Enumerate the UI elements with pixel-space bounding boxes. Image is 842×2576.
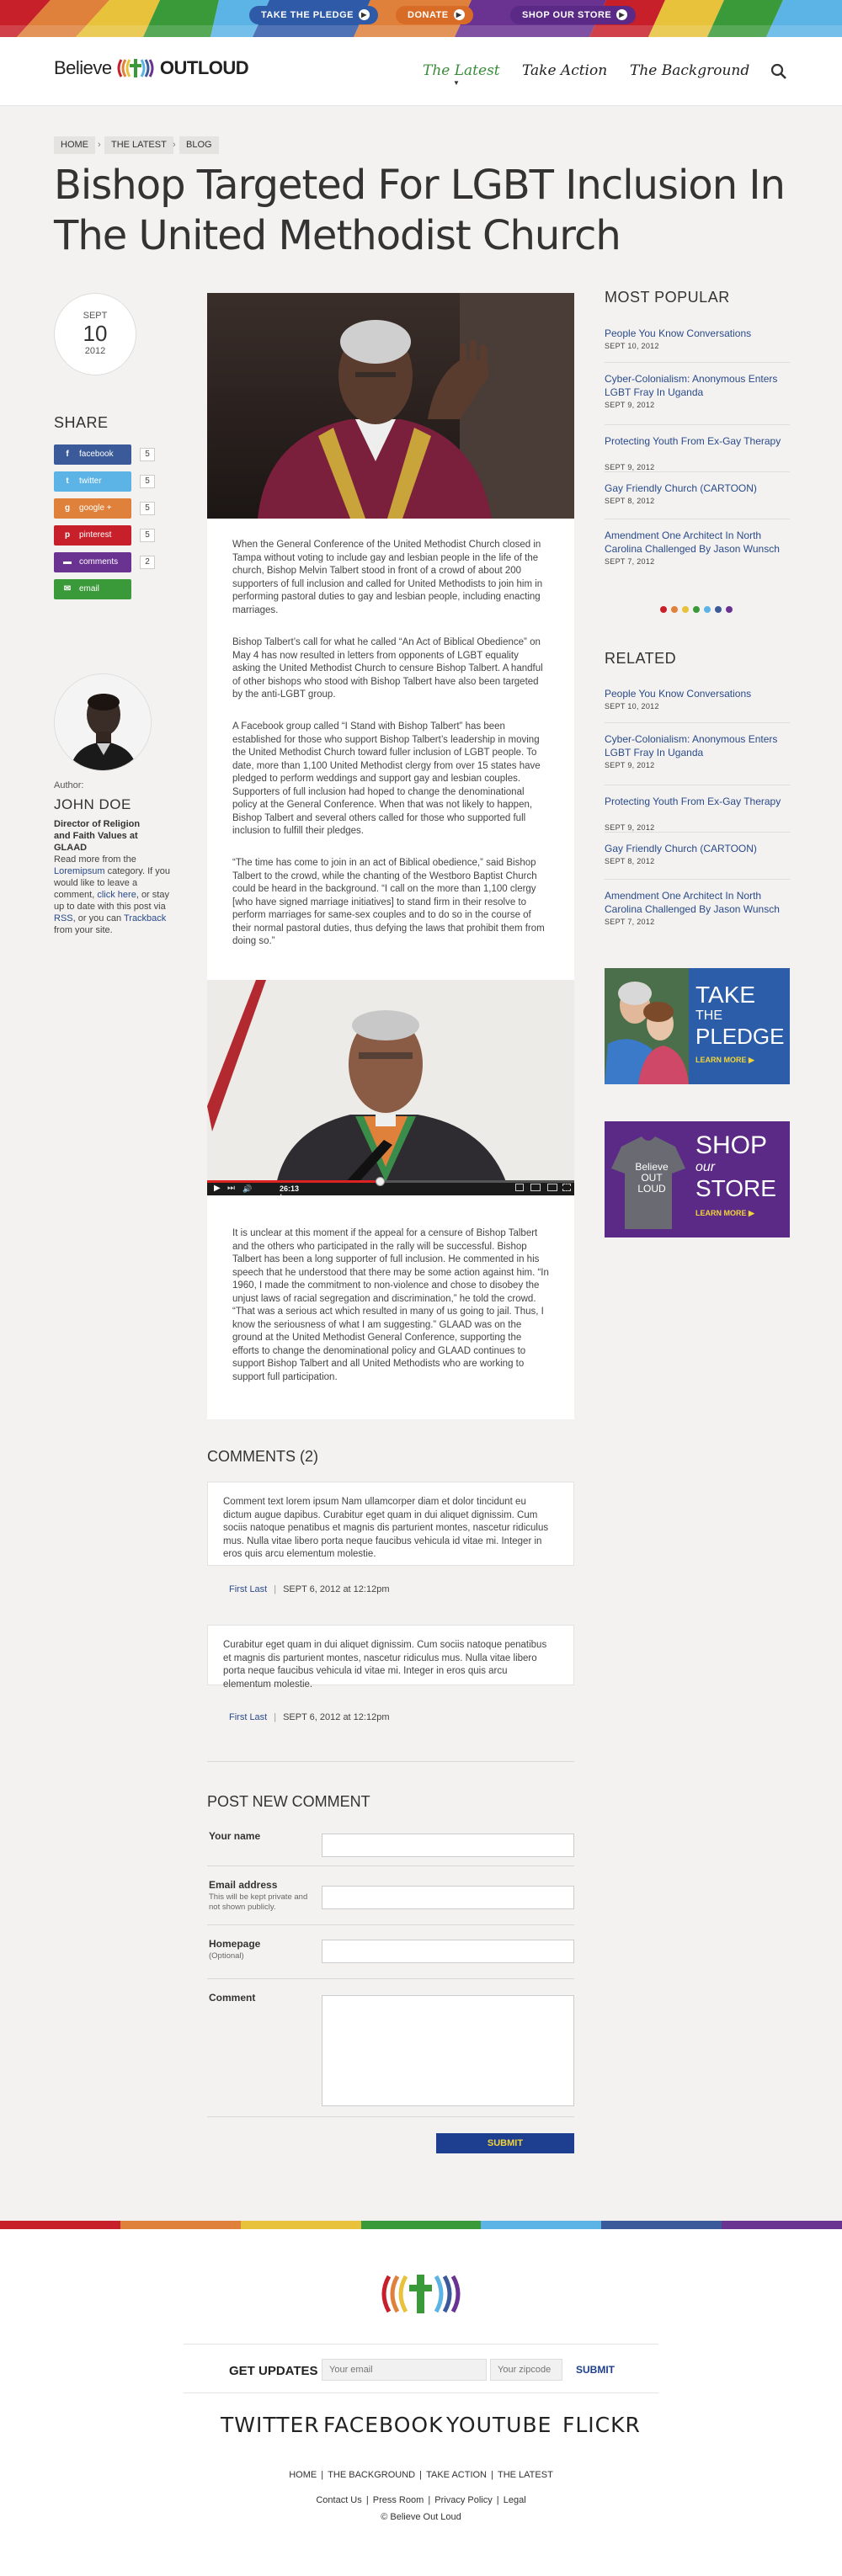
submit-comment-button[interactable]: SUBMIT <box>436 2133 574 2153</box>
author-name: JOHN DOE <box>54 796 131 812</box>
rainbow-stripe-segment <box>120 2221 242 2229</box>
nav-the-latest[interactable]: The Latest <box>423 62 500 79</box>
comment-item <box>207 1482 574 1566</box>
nav-take-action[interactable]: Take Action <box>522 62 608 79</box>
divider <box>605 879 790 880</box>
link-separator: | <box>425 2495 434 2505</box>
rainbow-stripe-segment <box>361 2221 482 2229</box>
share-count: 5 <box>140 529 155 542</box>
sidebar-article-date: SEPT 7, 2012 <box>605 918 655 926</box>
comment-date: SEPT 6, 2012 at 12:12pm <box>283 1712 390 1722</box>
volume-icon[interactable]: 🔊 <box>242 1184 253 1193</box>
divider <box>207 2116 574 2117</box>
share-count: 5 <box>140 502 155 515</box>
article-paragraph: Bishop Talbert’s call for what he called “An Act of Biblical Obedience” on May 4 has now resulted in letters from opponents of LGBT equality asking the United Methodist Church to censure Bishop Talbert. A handful of other bishops who stood with Bishop Talbert have also been targeted by the anti-LGBT group. <box>232 637 543 700</box>
footer-link[interactable]: THE BACKGROUND <box>328 2470 416 2480</box>
date-month: SEPT <box>83 311 108 321</box>
footer-link[interactable]: Press Room <box>372 2495 424 2505</box>
rainbow-stripe <box>0 2221 842 2229</box>
comment-text: Comment text lorem ipsum Nam ullamcorper diam et dolor tincidunt eu dictum augue dapibus. Curabitur eget quam in dui aliquet dignissim. Cum sociis natoque penatibus et magnis dis parturient montes, nascetur ridiculus mus. Nulla vitae libero porta neque faucibus vehicula id vitae mi. Integer in eros quis arcu elementum molestie. <box>223 1497 549 1559</box>
author-bio-link[interactable]: Loremipsum <box>54 866 105 876</box>
author-portrait <box>55 674 152 771</box>
footer-logo-icon <box>377 2273 465 2315</box>
captions-icon[interactable] <box>515 1184 524 1191</box>
divider <box>207 1924 574 1925</box>
footer-submit-button[interactable]: SUBMIT <box>576 2364 615 2376</box>
video-frame <box>207 980 574 1195</box>
comment-text: Curabitur eget quam in dui aliquet dignissim. Cum sociis natoque penatibus et magnis dis parturient montes, nascetur ridiculus mus. Nulla vitae libero porta neque faucibus vehicula id vitae mi. Integer in eros quis arcu elementum molestie. <box>223 1640 547 1690</box>
active-caret-icon: ▼ <box>453 79 460 87</box>
sidebar-article-date: SEPT 8, 2012 <box>605 857 655 865</box>
sidebar-article-link[interactable]: People You Know Conversations <box>605 327 752 339</box>
share-comments-button[interactable] <box>54 552 131 572</box>
comment-item <box>207 1625 574 1690</box>
breadcrumb-blog[interactable]: BLOG <box>179 136 219 154</box>
link-separator: | <box>363 2495 371 2505</box>
share-label: comments <box>79 557 119 567</box>
article-paragraph: It is unclear at this moment if the appeal for a censure of Bishop Talbert and the others who participated in the rally will be successful. Bishop Talbert has been a long supporter of full inclusion. He commented in his speech that he understood that there may be some action against him. “In 1960, I made the commitment to non-violence and chose to disobey the unjust laws of racial segregation and discrimination,” he told the crowd. “That was a serious act which resulted in many of us going to jail. Thus, I know the seriousness of what I am suggesting.” GLAAD was on the ground at the United Methodist General Conference, supporting the efforts to change the denominational policy and GLAAD continues to support Bishop Talbert and all United Methodists who are working to support full participation. <box>232 1228 549 1382</box>
divider <box>207 1978 574 1979</box>
homepage-label: Homepage <box>209 1938 261 1950</box>
sidebar-article-link[interactable]: Amendment One Architect In North Carolina Challenged By Jason Wunsch <box>605 530 780 555</box>
footer-links <box>0 2495 842 2505</box>
article-paragraph: “The time has come to join in an act of Biblical obedience,” said Bishop Talbert to the crowd, while the chanting of the Westboro Baptist Church could be heard in the background. “I call on the more than 1,100 clergy [who have signed marriage initiatives] to stand firm in their resolve to perform marriages for same-sex couples and to do so in the course of their normal pastoral duties, thus defying the laws that prohibit them from doing so.” <box>232 858 545 946</box>
meta-separator: | <box>274 1712 277 1722</box>
share-google-button[interactable] <box>54 498 131 519</box>
footer-link[interactable]: THE LATEST <box>497 2470 553 2480</box>
divider <box>605 424 790 425</box>
share-label: pinterest <box>79 530 112 540</box>
store-label: SHOP OUR STORE <box>522 10 612 20</box>
site-header <box>0 37 842 106</box>
share-label: twitter <box>79 476 102 486</box>
top-banner <box>0 0 842 37</box>
divider <box>605 832 790 833</box>
divider <box>605 722 790 723</box>
article-paragraph: A Facebook group called “I Stand with Bishop Talbert” has been established for those who support Bishop Talbert’s leadership in moving the United Methodist Church toward fuller inclusion of LGBT people. To date, more than 1,100 United Methodist clergy from over 15 states have pledged to perform weddings and support gay and lesbian couples. Supporters of full inclusion had hoped to change the denominational policy at the General Conference. When that was not likely to happen, Bishop Talbert and several others called for those who supported full inclusion to fulfill their pledges. <box>232 721 541 836</box>
youtube-link[interactable]: YOUTUBE <box>446 2413 552 2437</box>
facebook-link[interactable]: FACEBOOK <box>323 2413 444 2437</box>
author-bio-link[interactable]: RSS <box>54 913 73 923</box>
sidebar-article-date: SEPT 8, 2012 <box>605 497 655 505</box>
pledge-ad-line2: THE <box>695 1009 722 1023</box>
pinterest-icon: p <box>64 530 71 540</box>
author-bio-text: , or stay up to date with this post via <box>54 890 169 912</box>
email-label: Email address <box>209 1879 278 1891</box>
shop-our-store-ad[interactable] <box>605 1121 790 1237</box>
shirt-text: Believe OUT LOUD <box>635 1161 669 1195</box>
footer-zip-input[interactable] <box>490 2359 562 2381</box>
store-ad-line3: STORE <box>695 1175 776 1201</box>
sidebar-article-date: SEPT 9, 2012 <box>605 823 655 832</box>
page-title: Bishop Targeted For LGBT Inclusion In The United Methodist Church <box>54 162 785 259</box>
arrow-right-icon: ▶ <box>749 1056 754 1064</box>
sidebar-article-link[interactable]: Cyber-Colonialism: Anonymous Enters LGBT Fray In Uganda <box>605 733 778 758</box>
carousel-dot[interactable] <box>726 606 733 613</box>
take-the-pledge-link[interactable] <box>249 6 378 24</box>
rainbow-stripe-segment <box>601 2221 722 2229</box>
divider <box>184 2392 658 2393</box>
video-scrubber-handle[interactable] <box>376 1177 385 1186</box>
date-badge <box>54 293 136 375</box>
footer-nav <box>0 2470 842 2480</box>
pledge-label: TAKE THE PLEDGE <box>261 10 354 20</box>
share-twitter-button[interactable] <box>54 471 131 492</box>
shop-store-link[interactable] <box>510 6 636 24</box>
sidebar-article-date: SEPT 7, 2012 <box>605 557 655 566</box>
sidebar-article-date: SEPT 9, 2012 <box>605 401 655 409</box>
sidebar-article-date: SEPT 9, 2012 <box>605 463 655 471</box>
date-year: 2012 <box>84 346 106 356</box>
comment-textarea[interactable] <box>322 1995 574 2106</box>
rainbow-stripe-segment <box>481 2221 602 2229</box>
breadcrumb-separator-icon: › <box>98 140 101 150</box>
take-the-pledge-ad[interactable] <box>605 968 790 1084</box>
pledge-ad-line1: TAKE <box>695 982 756 1008</box>
rainbow-stripe-segment <box>722 2221 842 2229</box>
bishop-photo <box>207 293 574 519</box>
donate-label: DONATE <box>408 10 449 20</box>
sidebar-article-link[interactable]: Protecting Youth From Ex-Gay Therapy <box>605 796 781 807</box>
homepage-input[interactable] <box>322 1940 574 1963</box>
flickr-link[interactable]: FLICKR <box>562 2413 641 2437</box>
share-label: email <box>79 584 99 593</box>
share-label: facebook <box>79 450 114 459</box>
footer-link[interactable]: Contact Us <box>316 2495 362 2505</box>
pledge-ad-cta[interactable] <box>695 1056 754 1065</box>
share-email-button[interactable] <box>54 579 131 599</box>
breadcrumb-separator-icon: › <box>173 140 176 150</box>
author-role: Director of Religion and Faith Values at GLAAD <box>54 819 141 853</box>
video-time: 26:13 / 45:20 <box>280 1184 300 1210</box>
sidebar-article-link[interactable]: Gay Friendly Church (CARTOON) <box>605 482 757 494</box>
carousel-dot[interactable] <box>715 606 722 613</box>
carousel-dot[interactable] <box>682 606 689 613</box>
share-count: 2 <box>140 556 155 569</box>
sidebar-article-date: SEPT 9, 2012 <box>605 761 655 769</box>
sidebar-article-date: SEPT 10, 2012 <box>605 342 659 350</box>
author-bio <box>54 854 177 936</box>
store-ad-cta[interactable] <box>695 1209 754 1218</box>
author-label: Author: <box>54 780 84 790</box>
search-icon[interactable] <box>770 62 788 81</box>
comments-heading: COMMENTS (2) <box>207 1448 318 1465</box>
comment-date: SEPT 6, 2012 at 12:12pm <box>283 1584 390 1594</box>
name-label: Your name <box>209 1830 261 1842</box>
author-avatar <box>54 673 152 771</box>
author-bio-link[interactable]: click here <box>97 890 136 900</box>
store-ad-line2: our <box>695 1160 716 1174</box>
comment-meta <box>229 1712 389 1722</box>
name-input[interactable] <box>322 1834 574 1857</box>
sidebar-article-link[interactable]: Protecting Youth From Ex-Gay Therapy <box>605 435 781 447</box>
footer-link[interactable]: Privacy Policy <box>434 2495 493 2505</box>
donate-link[interactable] <box>396 6 473 24</box>
comment-meta <box>229 1584 389 1594</box>
author-bio-text: , or you can <box>72 913 124 923</box>
theater-mode-icon[interactable] <box>547 1184 557 1191</box>
share-pinterest-button[interactable] <box>54 525 131 546</box>
store-cta-label: LEARN MORE <box>695 1209 747 1217</box>
rainbow-cross-logo-icon <box>116 57 155 79</box>
related-heading: RELATED <box>605 650 677 667</box>
share-count: 5 <box>140 475 155 488</box>
facebook-icon: f <box>66 450 69 459</box>
homepage-note: (Optional) <box>209 1951 244 1961</box>
share-facebook-button[interactable] <box>54 444 131 465</box>
nav-the-background[interactable]: The Background <box>630 62 750 79</box>
article-body <box>207 293 574 1419</box>
email-note: This will be kept private and not shown publicly. <box>209 1892 308 1912</box>
rainbow-stripe-segment <box>241 2221 362 2229</box>
author-bio-link[interactable]: Trackback <box>123 913 167 923</box>
share-count: 5 <box>140 448 155 461</box>
most-popular-heading: MOST POPULAR <box>605 289 730 306</box>
divider <box>605 471 790 472</box>
comment-label: Comment <box>209 1992 256 2004</box>
comment-author-link[interactable]: First Last <box>229 1584 268 1594</box>
breadcrumb-the-latest[interactable]: THE LATEST <box>104 136 173 154</box>
settings-icon[interactable] <box>530 1184 541 1191</box>
breadcrumb-home[interactable]: HOME <box>54 136 95 154</box>
sidebar-article-date: SEPT 10, 2012 <box>605 702 659 711</box>
post-comment-heading: POST NEW COMMENT <box>207 1793 370 1810</box>
twitter-icon: t <box>66 476 69 486</box>
share-heading: SHARE <box>54 414 109 431</box>
comment-author-link[interactable]: First Last <box>229 1712 268 1722</box>
divider <box>207 1761 574 1762</box>
author-bio-text: category. If you would like to leave a comment, <box>54 866 170 900</box>
site-logo[interactable] <box>54 57 248 79</box>
sidebar-article-link[interactable]: Cyber-Colonialism: Anonymous Enters LGBT Fray In Uganda <box>605 373 778 398</box>
couple-photo <box>605 968 689 1084</box>
sidebar-article-link[interactable]: Gay Friendly Church (CARTOON) <box>605 843 757 854</box>
carousel-dot[interactable] <box>693 606 700 613</box>
logo-outloud: OUTLOUD <box>159 57 249 78</box>
share-label: google + <box>79 503 112 513</box>
get-updates-label: GET UPDATES <box>229 2364 318 2378</box>
link-separator: | <box>318 2470 327 2480</box>
copyright: © Believe Out Loud <box>381 2512 461 2522</box>
footer-link[interactable]: TAKE ACTION <box>426 2470 487 2480</box>
pledge-ad-line3: PLEDGE <box>695 1024 785 1049</box>
sidebar-article-link[interactable]: Amendment One Architect In North Carolina Challenged By Jason Wunsch <box>605 890 780 915</box>
author-bio-text: from your site. <box>54 925 113 935</box>
footer-link[interactable]: Legal <box>503 2495 526 2505</box>
arrow-right-icon: ▶ <box>749 1209 754 1217</box>
twitter-link[interactable]: TWITTER <box>221 2413 320 2437</box>
author-bio-text: Read more from the <box>54 854 136 865</box>
google-icon: g <box>64 503 71 513</box>
arrow-right-icon: ▶ <box>359 9 370 20</box>
next-icon[interactable]: ⏭ <box>227 1184 235 1193</box>
pledge-cta-label: LEARN MORE <box>695 1056 747 1064</box>
link-separator: | <box>488 2470 496 2480</box>
rainbow-stripe-segment <box>0 2221 121 2229</box>
divider <box>207 1865 574 1866</box>
footer-email-input[interactable] <box>322 2359 487 2381</box>
email-input[interactable] <box>322 1886 574 1909</box>
email-icon: ✉ <box>63 584 72 593</box>
comments-icon: ▬ <box>63 557 72 567</box>
logo-believe: Believe <box>54 57 112 78</box>
carousel-dot[interactable] <box>660 606 667 613</box>
store-ad-line1: SHOP <box>695 1131 768 1159</box>
video-progress-fill <box>207 1180 380 1183</box>
link-separator: | <box>493 2495 502 2505</box>
article-paragraph: When the General Conference of the United Methodist Church closed in Tampa without voting to include gay and lesbian people in the life of the church, Bishop Melvin Talbert stood in front of a crowd of about 200 supporters of full inclusion and called for United Methodists to join him in performing pastoral duties to gay and lesbian people, including enacting marriages. <box>232 540 543 615</box>
link-separator: | <box>417 2470 425 2480</box>
footer-link[interactable]: HOME <box>289 2470 317 2480</box>
meta-separator: | <box>274 1584 277 1594</box>
sidebar-article-link[interactable]: People You Know Conversations <box>605 688 752 700</box>
carousel-dot[interactable] <box>671 606 678 613</box>
fullscreen-icon[interactable] <box>562 1184 571 1191</box>
arrow-right-icon: ▶ <box>454 9 465 20</box>
arrow-right-icon: ▶ <box>616 9 627 20</box>
play-icon[interactable]: ▶ <box>214 1184 221 1193</box>
date-day: 10 <box>83 321 108 346</box>
divider <box>605 362 790 363</box>
carousel-dot[interactable] <box>704 606 711 613</box>
